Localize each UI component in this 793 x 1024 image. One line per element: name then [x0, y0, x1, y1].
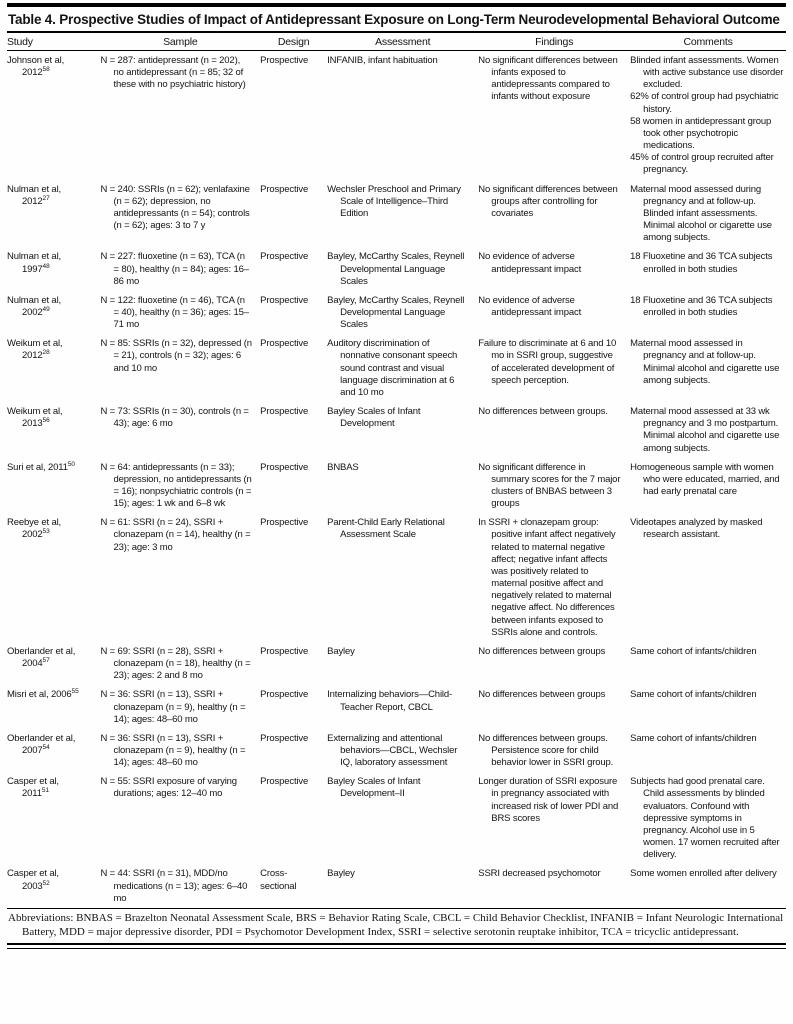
design-cell: Prospective: [260, 461, 309, 473]
sample-cell: [100, 247, 260, 290]
cell-text: Externalizing and attentional behaviors—CBCL, Wechsler IQ, laboratory assessment: [327, 732, 458, 769]
findings-cell: [478, 247, 630, 290]
comments-cell: [630, 458, 786, 514]
cell-text: Some women enrolled after delivery: [630, 868, 777, 880]
col-header-findings: Findings: [478, 33, 630, 51]
citation-ref: 48: [42, 262, 50, 270]
cell-text: Auditory discrimination of nonnative consonant speech sound contrast and visual language discrimination at 6 and 10 mo: [327, 338, 458, 398]
sample-cell: [100, 864, 260, 907]
cell-text: N = 44: SSRI (n = 31), MDD/no medications (n = 13); ages: 6–40 mo: [100, 868, 248, 904]
cell-text: Maternal mood assessed in pregnancy and at follow-up. Minimal alcohol and cigarette use among subjects.: [630, 338, 780, 386]
findings-cell: [478, 51, 630, 180]
study-name: Johnson et al,: [7, 55, 65, 66]
cell-text: N = 36: SSRI (n = 13), SSRI + clonazepam (n = 9), healthy (n = 14); ages: 48–60 mo: [100, 732, 246, 769]
table-row: [7, 291, 786, 334]
study-year: 2012$^{58}$: [22, 66, 50, 79]
comments-cell: [630, 180, 786, 248]
study-cell: [7, 513, 100, 642]
cell-text: No significant differences between groups after controlling for covariates: [478, 183, 618, 219]
study-year: 2002$^{53}$: [22, 528, 50, 541]
study-year: 2013$^{56}$: [22, 417, 50, 430]
cell-text: Failure to discriminate at 6 and 10 mo in SSRI group, suggestive of accelerated development of speech perception.: [478, 338, 617, 386]
comments-cell: [630, 642, 786, 685]
table-row: [7, 51, 786, 180]
sample-cell: [100, 729, 260, 772]
cell-text: N = 55: SSRI exposure of varying durations; ages: 12–40 mo: [100, 776, 237, 800]
col-header-assessment: Assessment: [327, 33, 478, 51]
cell-text: N = 85: SSRIs (n = 32), depressed (n = 21), controls (n = 32); ages: 6 and 10 mo: [100, 338, 252, 374]
cell-text: N = 69: SSRI (n = 28), SSRI + clonazepam (n = 18), healthy (n = 23); ages: 2 and 8 mo: [100, 645, 251, 682]
cell-text: Maternal mood assessed during pregnancy and at follow-up. Blinded infant assessments. Minimal alcohol or cigarette use among subjects.: [630, 183, 772, 244]
table-body: [7, 51, 786, 908]
citation-ref: 58: [42, 66, 50, 74]
cell-text: N = 64: antidepressants (n = 33); depression, no antidepressants (n = 16); nonpsychiatric controls (n = 15); ages: 1 wk and 6–8 wk: [100, 461, 252, 510]
sample-cell: [100, 180, 260, 248]
sample-cell: [100, 772, 260, 864]
sample-cell: [100, 334, 260, 402]
study-cell: [7, 729, 100, 772]
study-year: 2007$^{54}$: [22, 743, 50, 756]
cell-text: N = 227: fluoxetine (n = 63), TCA (n = 80), healthy (n = 84); ages: 16–86 mo: [100, 251, 249, 287]
sample-cell: [100, 642, 260, 685]
citation-ref: 28: [42, 349, 50, 357]
study-cell: [7, 247, 100, 290]
cell-text: Same cohort of infants/children: [630, 645, 757, 657]
table-row: [7, 729, 786, 772]
cell-text: N = 240: SSRIs (n = 62); venlafaxine (n = 62); depression, no antidepressants (n = 54); controls (n = 62); ages: 3 to 7 y: [100, 183, 250, 232]
study-year: 2004$^{57}$: [22, 657, 50, 670]
study-cell: [7, 291, 100, 334]
cell-text: No differences between groups. Persistence score for child behavior lower in SSRI group.: [478, 732, 614, 769]
cell-text: Same cohort of infants/children: [630, 689, 757, 701]
assessment-cell: [327, 247, 478, 290]
design-cell: Prospective: [260, 294, 309, 306]
assessment-cell: [327, 685, 478, 728]
sample-cell: [100, 685, 260, 728]
table-row: [7, 864, 786, 907]
cell-text: Bayley Scales of Infant Development: [327, 406, 421, 430]
comments-cell: [630, 729, 786, 772]
comments-cell: [630, 51, 786, 180]
comments-cell: [630, 685, 786, 728]
comments-cell: [630, 772, 786, 864]
studies-table: [7, 33, 786, 908]
assessment-cell: [327, 402, 478, 458]
table-row: [7, 513, 786, 642]
cell-text: Bayley, McCarthy Scales, Reynell Developmental Language Scales: [327, 294, 465, 331]
citation-ref: 55: [71, 688, 79, 696]
design-cell: Cross-sectional: [260, 868, 297, 892]
cell-text: Maternal mood assessed at 33 wk pregnancy and 3 mo postpartum. Minimal alcohol and cigarette use among subjects.: [630, 406, 780, 454]
citation-ref: 51: [41, 787, 50, 795]
findings-cell: [478, 685, 630, 728]
study-cell: [7, 458, 100, 514]
col-header-sample: Sample: [100, 33, 260, 51]
study-year: 2003$^{52}$: [22, 879, 50, 892]
cell-text: Bayley Scales of Infant Development–II: [327, 776, 421, 800]
study-name: Casper et al,: [7, 776, 59, 788]
design-cell: Prospective: [260, 645, 309, 657]
cell-text: 58 women in antidepressant group took other psychotropic medications.: [630, 115, 772, 152]
col-header-study: Study: [7, 33, 100, 51]
comments-cell: [630, 334, 786, 402]
bottom-rule-inner: [7, 948, 786, 949]
assessment-cell: [327, 864, 478, 907]
study-name: Weikum et al,: [7, 406, 63, 418]
findings-cell: [478, 402, 630, 458]
study-name: Weikum et al,: [7, 338, 63, 350]
citation-ref: 53: [42, 528, 50, 536]
assessment-cell: [327, 513, 478, 642]
cell-text: N = 61: SSRI (n = 24), SSRI + clonazepam (n = 14), healthy (n = 23); age: 3 mo: [100, 517, 251, 553]
cell-text: Bayley: [327, 645, 355, 657]
table-header-row: [7, 33, 786, 51]
cell-text: No evidence of adverse antidepressant impact: [478, 294, 582, 318]
findings-cell: [478, 513, 630, 642]
study-year: 2012$^{27}$: [22, 194, 50, 207]
assessment-cell: [327, 729, 478, 772]
sample-cell: [100, 402, 260, 458]
cell-text: 18 Fluoxetine and 36 TCA subjects enrolled in both studies: [630, 251, 773, 275]
sample-cell: [100, 51, 260, 180]
findings-cell: [478, 458, 630, 514]
cell-text: No differences between groups: [478, 689, 606, 701]
findings-cell: [478, 729, 630, 772]
findings-cell: [478, 291, 630, 334]
cell-text: N = 122: fluoxetine (n = 46), TCA (n = 40), healthy (n = 36); ages: 15–71 mo: [100, 294, 249, 331]
cell-text: No differences between groups.: [478, 406, 608, 418]
comments-cell: [630, 402, 786, 458]
cell-text: Subjects had good prenatal care. Child assessments by blinded evaluators. Confound with depressive symptoms in pregnancy. Alcohol use in 5 women. 17 women recruited after delivery.: [630, 776, 780, 861]
citation-ref: 49: [42, 305, 50, 313]
study-cell: [7, 642, 100, 685]
assessment-cell: [327, 458, 478, 514]
cell-text: No significant differences between infants exposed to antidepressants compared to infants without exposure: [478, 55, 618, 103]
study-cell: [7, 772, 100, 864]
study-name: Oberlander et al,: [7, 645, 76, 657]
assessment-cell: [327, 291, 478, 334]
cell-text: In SSRI + clonazepam group: positive infant affect negatively related to maternal negative affect; negative infant affects was positively related to maternal positive affect and negatively related to maternal negative affect. No differences between infants exposed to SSRIs alone and controls.: [478, 517, 616, 638]
table-row: [7, 334, 786, 402]
table-row: [7, 642, 786, 685]
cell-text: BNBAS: [327, 461, 359, 473]
cell-text: No significant difference in summary scores for the 7 major clusters of BNBAS between 3 groups: [478, 461, 621, 510]
assessment-cell: [327, 51, 478, 180]
study-name: Suri et al, 2011$^{50}$: [7, 460, 76, 473]
study-year: 1997$^{48}$: [22, 262, 50, 275]
findings-cell: [478, 642, 630, 685]
design-cell: Prospective: [260, 517, 309, 529]
findings-cell: [478, 772, 630, 864]
citation-ref: 56: [42, 417, 50, 425]
cell-text: N = 36: SSRI (n = 13), SSRI + clonazepam (n = 9), healthy (n = 14); ages: 48–60 mo: [100, 689, 246, 725]
study-name: Nulman et al,: [7, 251, 62, 263]
sample-cell: [100, 291, 260, 334]
cell-text: N = 287: antidepressant (n = 202), no antidepressant (n = 85; 32 of these with no psychiatric history): [100, 55, 246, 91]
design-cell: Prospective: [260, 732, 309, 744]
design-cell: Prospective: [260, 183, 309, 195]
table-row: [7, 458, 786, 514]
cell-text: 45% of control group recruited after pregnancy.: [630, 152, 774, 176]
comments-cell: [630, 513, 786, 642]
cell-text: Blinded infant assessments. Women with active substance use disorder excluded.: [630, 55, 784, 91]
assessment-cell: [327, 642, 478, 685]
citation-ref: 57: [42, 657, 50, 665]
design-cell: Prospective: [260, 406, 309, 418]
design-cell: Prospective: [260, 251, 309, 263]
findings-cell: [478, 334, 630, 402]
cell-text: Same cohort of infants/children: [630, 732, 757, 744]
cell-text: Homogeneous sample with women who were educated, married, and had early prenatal care: [630, 461, 780, 497]
study-cell: [7, 51, 100, 180]
table-title: Table 4. Prospective Studies of Impact of Antidepressant Exposure on Long-Term Neurodevelopmental Behavioral Outcome: [8, 12, 780, 27]
citation-ref: 52: [42, 879, 50, 887]
cell-text: Internalizing behaviors—Child-Teacher Report, CBCL: [327, 689, 453, 713]
cell-text: 18 Fluoxetine and 36 TCA subjects enrolled in both studies: [630, 294, 773, 318]
citation-ref: 54: [42, 743, 50, 751]
assessment-cell: [327, 180, 478, 248]
sample-cell: [100, 513, 260, 642]
cell-text: 62% of control group had psychiatric history.: [630, 91, 779, 115]
table-row: [7, 402, 786, 458]
cell-text: N = 73: SSRIs (n = 30), controls (n = 43); age: 6 mo: [100, 406, 249, 430]
table-row: [7, 180, 786, 248]
cell-text: No evidence of adverse antidepressant impact: [478, 251, 582, 275]
design-cell: Prospective: [260, 776, 309, 788]
assessment-cell: [327, 334, 478, 402]
cell-text: SSRI decreased psychomotor: [478, 868, 601, 880]
sample-cell: [100, 458, 260, 514]
assessment-cell: [327, 772, 478, 864]
study-name: Reebye et al,: [7, 517, 62, 529]
cell-text: Longer duration of SSRI exposure in pregnancy associated with increased risk of lower PDI and BRS scores: [478, 776, 619, 824]
study-cell: [7, 334, 100, 402]
table-row: [7, 247, 786, 290]
table-row: [7, 772, 786, 864]
study-name: Nulman et al,: [7, 183, 62, 195]
cell-text: Videotapes analyzed by masked research assistant.: [630, 517, 763, 541]
cell-text: Wechsler Preschool and Primary Scale of Intelligence–Third Edition: [327, 183, 461, 219]
col-header-design: Design: [260, 33, 327, 51]
findings-cell: [478, 864, 630, 907]
cell-text: Parent-Child Early Relational Assessment Scale: [327, 517, 445, 541]
cell-text: No differences between groups: [478, 645, 606, 657]
study-cell: [7, 402, 100, 458]
design-cell: Prospective: [260, 55, 309, 66]
citation-ref: 50: [67, 460, 76, 468]
study-cell: [7, 685, 100, 728]
col-header-comments: Comments: [630, 33, 786, 51]
design-cell: Prospective: [260, 338, 309, 350]
table-row: [7, 685, 786, 728]
comments-cell: [630, 864, 786, 907]
citation-ref: 27: [42, 194, 50, 202]
cell-text: INFANIB, infant habituation: [327, 55, 438, 66]
cell-text: Bayley, McCarthy Scales, Reynell Developmental Language Scales: [327, 251, 465, 287]
study-year: 2002$^{49}$: [22, 305, 50, 318]
design-cell: Prospective: [260, 689, 309, 701]
abbreviations-footnote: Abbreviations: BNBAS = Brazelton Neonatal Assessment Scale, BRS = Behavior Rating Scale, CBCL = Child Behavior Checklist, INFANIB = Infant Neurologic International Battery, MDD = major depressive disorder, PDI = Psychomotor Development Index, SSRI = selective serotonin reuptake inhibitor, TCA = tricyclic antidepressant.: [8, 911, 784, 938]
study-name: Casper et al,: [7, 868, 59, 880]
study-year: 2012$^{28}$: [22, 349, 50, 362]
findings-cell: [478, 180, 630, 248]
study-year: 2011$^{51}$: [22, 787, 50, 800]
comments-cell: [630, 247, 786, 290]
comments-cell: [630, 291, 786, 334]
study-name: Misri et al, 2006$^{55}$: [7, 688, 79, 701]
study-name: Nulman et al,: [7, 294, 62, 306]
cell-text: Bayley: [327, 868, 355, 880]
study-cell: [7, 864, 100, 907]
study-cell: [7, 180, 100, 248]
study-name: Oberlander et al,: [7, 732, 76, 744]
